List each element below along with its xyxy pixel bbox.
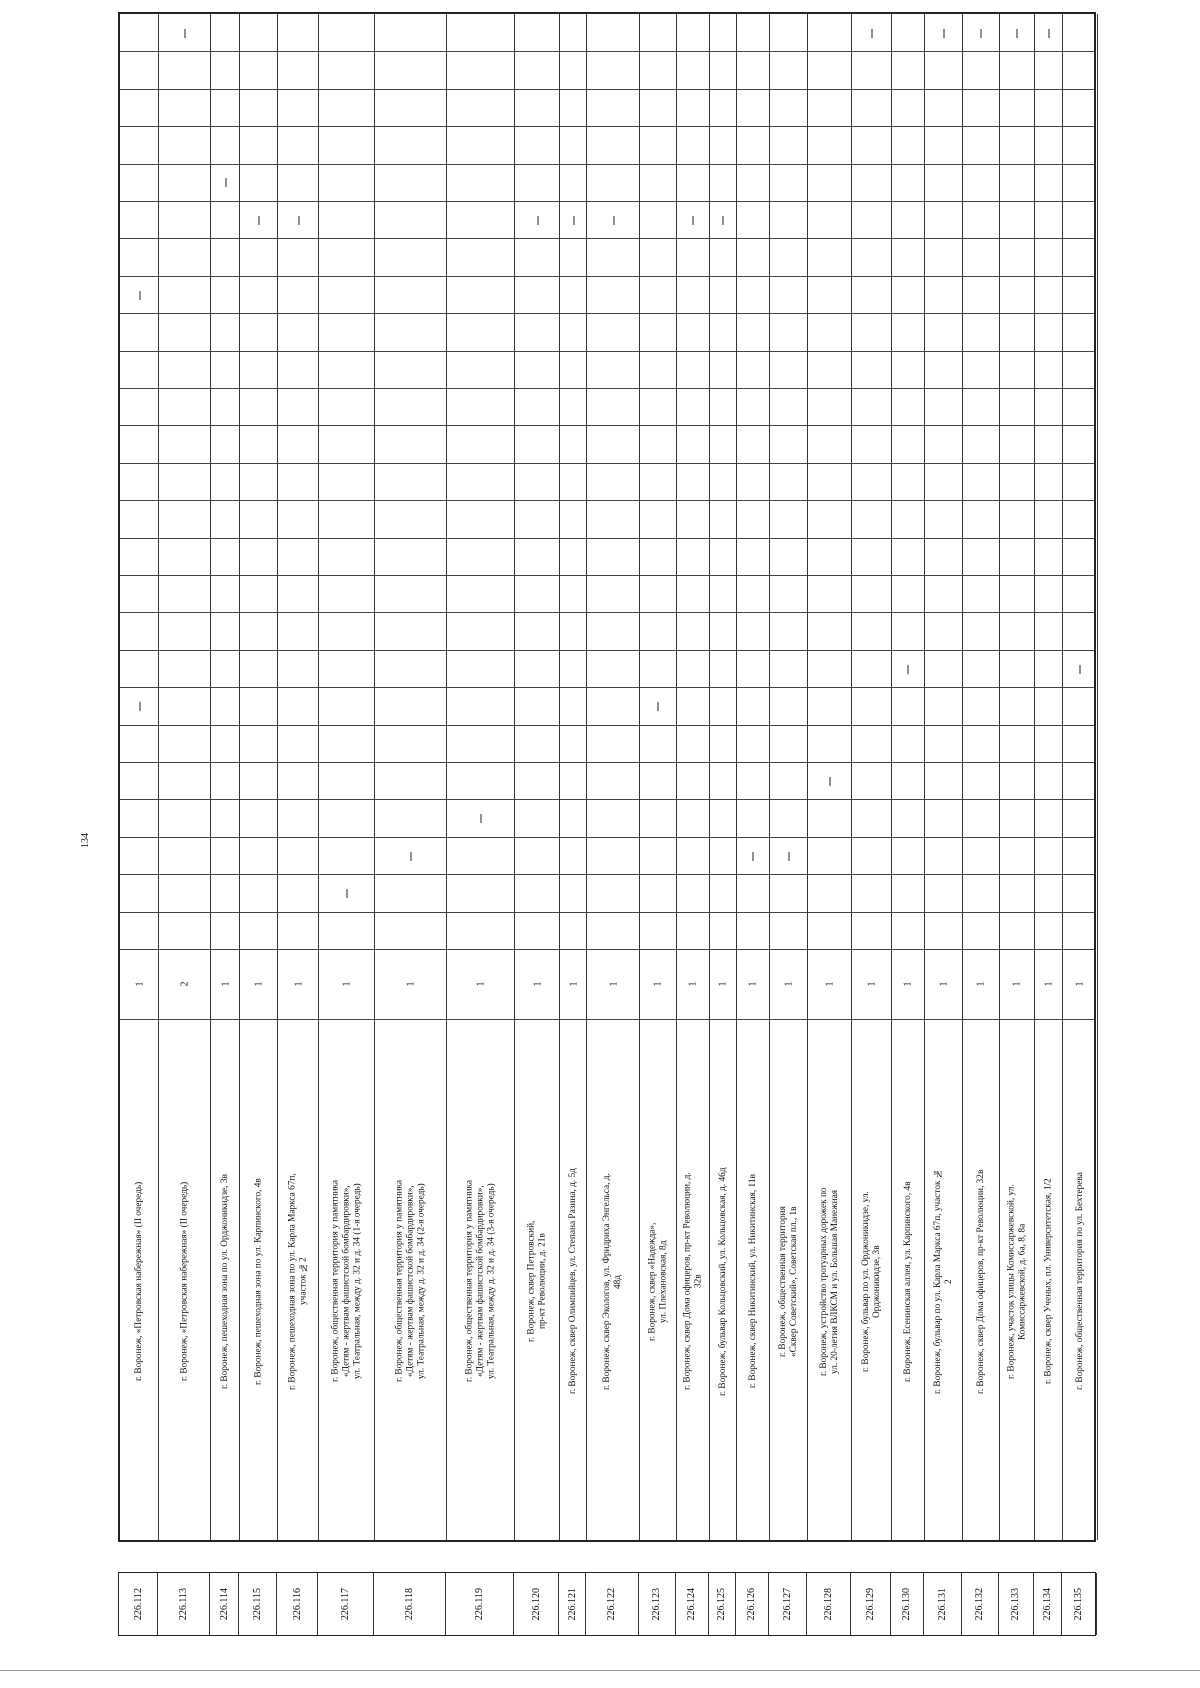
- tally-mark: [753, 852, 754, 861]
- row-id: [709, 1573, 736, 1635]
- row-id-strip: [118, 1572, 1096, 1636]
- row-id-label: 226.116: [291, 1587, 303, 1621]
- row-id-label: 226.117: [340, 1587, 352, 1621]
- row-id: [514, 1573, 559, 1635]
- address-cell: г. Воронеж, сквер Петровский, пр-кт Революции, д. 21в: [526, 1220, 548, 1343]
- quantity-cell: 1: [902, 981, 914, 987]
- tally-mark: [537, 216, 538, 225]
- row-id: [736, 1573, 769, 1635]
- quantity-cell: 1: [1011, 981, 1023, 987]
- row-id-label: 226.120: [530, 1587, 542, 1621]
- row-id-label: 226.112: [132, 1587, 144, 1621]
- quantity-cell: 1: [341, 981, 353, 987]
- quantity-cell: 1: [253, 981, 265, 987]
- address-cell: г. Воронеж, общественная территория у памятника «Детям - жертвам фашистской бомбардировки», ул. Театральная, между д. 32 и д. 34 (2-я очередь): [394, 1180, 427, 1383]
- row-id-label: 226.118: [404, 1587, 416, 1621]
- quantity-cell: 1: [608, 981, 619, 987]
- equipment-table: [118, 12, 1096, 1542]
- quantity-cell: 1: [866, 981, 878, 987]
- quantity-cell: 1: [824, 981, 836, 987]
- address-cell: г. Воронеж, участок улицы Комиссаржевской, ул. Комиссаржевской, д. 6а, 8, 8а: [1006, 1184, 1028, 1379]
- address-cell: г. Воронеж, Есенинская аллея, ул. Карпинского, 4в: [902, 1181, 913, 1382]
- row-id-label: 226.113: [178, 1587, 190, 1621]
- row-id-label: 226.130: [901, 1587, 913, 1621]
- row-id-label: 226.119: [474, 1587, 486, 1621]
- address-cell: г. Воронеж, общественная территория «Сквер Советский», Советская пл., 1в: [777, 1206, 799, 1357]
- row-id: [586, 1573, 638, 1635]
- address-cell: г. Воронеж, бульвар по ул. Орджоникидзе, ул. Орджоникидзе, 3в: [860, 1191, 882, 1372]
- row-id-label: 226.123: [651, 1587, 663, 1621]
- address-cell: г. Воронеж, общественная территория по ул. Бехтерева: [1074, 1172, 1085, 1391]
- row-id-label: 226.114: [218, 1587, 230, 1621]
- address-cell: г. Воронеж, сквер Никитинский, ул. Никитинская, 11в: [747, 1174, 758, 1389]
- address-cell: г. Воронеж, общественная территория у памятника «Детям - жертвам фашистской бомбардировки», ул. Театральная, между д. 32 и д. 34 (3-я очередь): [464, 1180, 497, 1383]
- quantity-cell: 1: [475, 981, 487, 987]
- address-cell: г. Воронеж, сквер Ученых, пл. Университетская, 1/2: [1043, 1178, 1054, 1385]
- row-id-label: 226.133: [1010, 1587, 1022, 1621]
- page-number: 134: [80, 833, 91, 848]
- quantity-cell: 1: [134, 981, 146, 987]
- row-id: [119, 1573, 158, 1635]
- quantity-cell: 1: [532, 981, 544, 987]
- address-cell: г. Воронеж, бульвар по ул. Карла Маркса 67п, участок № 2: [932, 1168, 954, 1395]
- row-id-label: 226.129: [864, 1587, 876, 1621]
- row-id-label: 226.122: [606, 1587, 618, 1621]
- row-id: [962, 1573, 999, 1635]
- tally-mark: [139, 291, 140, 300]
- address-cell: г. Воронеж, бульвар Кольцовский, ул. Кольцовская, д. 46д: [717, 1167, 728, 1396]
- tally-mark: [693, 216, 694, 225]
- row-id: [999, 1573, 1034, 1635]
- row-id-label: 226.132: [974, 1587, 986, 1621]
- row-id: [239, 1573, 277, 1635]
- row-id-label: 226.124: [686, 1587, 698, 1621]
- row-id-label: 226.127: [781, 1587, 793, 1621]
- row-id: [158, 1573, 210, 1635]
- tally-mark: [573, 216, 574, 225]
- row-id: [1034, 1573, 1062, 1635]
- row-id: [807, 1573, 851, 1635]
- row-id: [1062, 1573, 1097, 1635]
- quantity-cell: 1: [652, 981, 664, 987]
- row-id-label: 226.128: [822, 1587, 834, 1621]
- quantity-cell: 1: [1043, 981, 1055, 987]
- address-cell: г. Воронеж, «Петровская набережная» (II очередь): [179, 1181, 190, 1382]
- quantity-cell: 1: [747, 981, 759, 987]
- address-cell: г. Воронеж, пешеходная зона по ул. Карла Маркса 67п, участок №2: [287, 1173, 309, 1390]
- row-id-label: 226.125: [716, 1587, 728, 1621]
- tally-mark: [1048, 29, 1049, 38]
- tally-mark: [185, 29, 186, 38]
- address-cell: г. Воронеж, сквер «Надежда», ул. Плехановская, 8д: [647, 1222, 669, 1341]
- tally-mark: [259, 216, 260, 225]
- row-id-label: 226.135: [1073, 1587, 1085, 1621]
- quantity-cell: 1: [687, 981, 699, 987]
- quantity-cell: 1: [783, 981, 795, 987]
- row-id: [676, 1573, 709, 1635]
- quantity-cell: 1: [1074, 981, 1086, 987]
- row-id: [277, 1573, 318, 1635]
- tally-mark: [723, 216, 724, 225]
- tally-mark: [871, 29, 872, 38]
- quantity-cell: 1: [405, 981, 417, 987]
- page-bottom-rule: [0, 1670, 1200, 1671]
- row-id: [374, 1573, 446, 1635]
- address-cell: г. Воронеж, «Петровская набережная» (II очередь): [134, 1181, 145, 1382]
- address-cell: г. Воронеж, пешеходная зона по ул. Орджоникидзе, 3в: [220, 1174, 231, 1389]
- row-id: [446, 1573, 514, 1635]
- row-id-label: 226.121: [566, 1587, 578, 1621]
- quantity-cell: 2: [179, 981, 191, 987]
- address-cell: г. Воронеж, сквер Дома офицеров, пр-кт Революции, 32в: [975, 1169, 986, 1394]
- quantity-cell: 1: [568, 981, 580, 987]
- tally-mark: [139, 702, 140, 711]
- tally-mark: [613, 216, 614, 225]
- quantity-cell: 1: [975, 981, 987, 987]
- tally-mark: [225, 178, 226, 187]
- row-id: [639, 1573, 676, 1635]
- row-id-label: 226.134: [1041, 1587, 1053, 1621]
- row-id: [210, 1573, 239, 1635]
- row-id: [318, 1573, 374, 1635]
- tally-mark: [829, 777, 830, 786]
- quantity-cell: 1: [717, 981, 729, 987]
- address-cell: г. Воронеж, сквер Дома офицеров, пр-кт Революции, д. 32в: [682, 1172, 704, 1391]
- tally-mark: [658, 702, 659, 711]
- address-cell: г. Воронеж, сквер Экологов, ул. Фридриха Энгельса, д. 48д: [602, 1173, 624, 1390]
- row-id: [891, 1573, 924, 1635]
- quantity-cell: 1: [293, 981, 305, 987]
- quantity-cell: 1: [220, 981, 232, 987]
- address-cell: г. Воронеж, сквер Олимпийцев, ул. Степана Разина, д. 5д: [568, 1168, 579, 1395]
- tally-mark: [298, 216, 299, 225]
- row-id: [924, 1573, 962, 1635]
- tally-mark: [943, 29, 944, 38]
- row-id: [769, 1573, 807, 1635]
- address-cell: г. Воронеж, устройство тротуарных дорожек по ул. 20-летия ВЛКСМ и ул. Большая Манежная: [818, 1187, 840, 1376]
- quantity-cell: 1: [938, 981, 950, 987]
- row-id-label: 226.131: [936, 1587, 948, 1621]
- address-cell: г. Воронеж, общественная территория у памятника «Детям - жертвам фашистской бомбардировки», ул. Театральная, между д. 32 и д. 34 (1-я очередь): [330, 1180, 363, 1383]
- row-id: [559, 1573, 586, 1635]
- row-id-label: 226.115: [252, 1587, 264, 1621]
- row-id: [851, 1573, 891, 1635]
- row-id-label: 226.126: [746, 1587, 758, 1621]
- tally-mark: [788, 852, 789, 861]
- address-cell: г. Воронеж, пешеходная зона по ул. Карпинского, 4в: [253, 1178, 264, 1385]
